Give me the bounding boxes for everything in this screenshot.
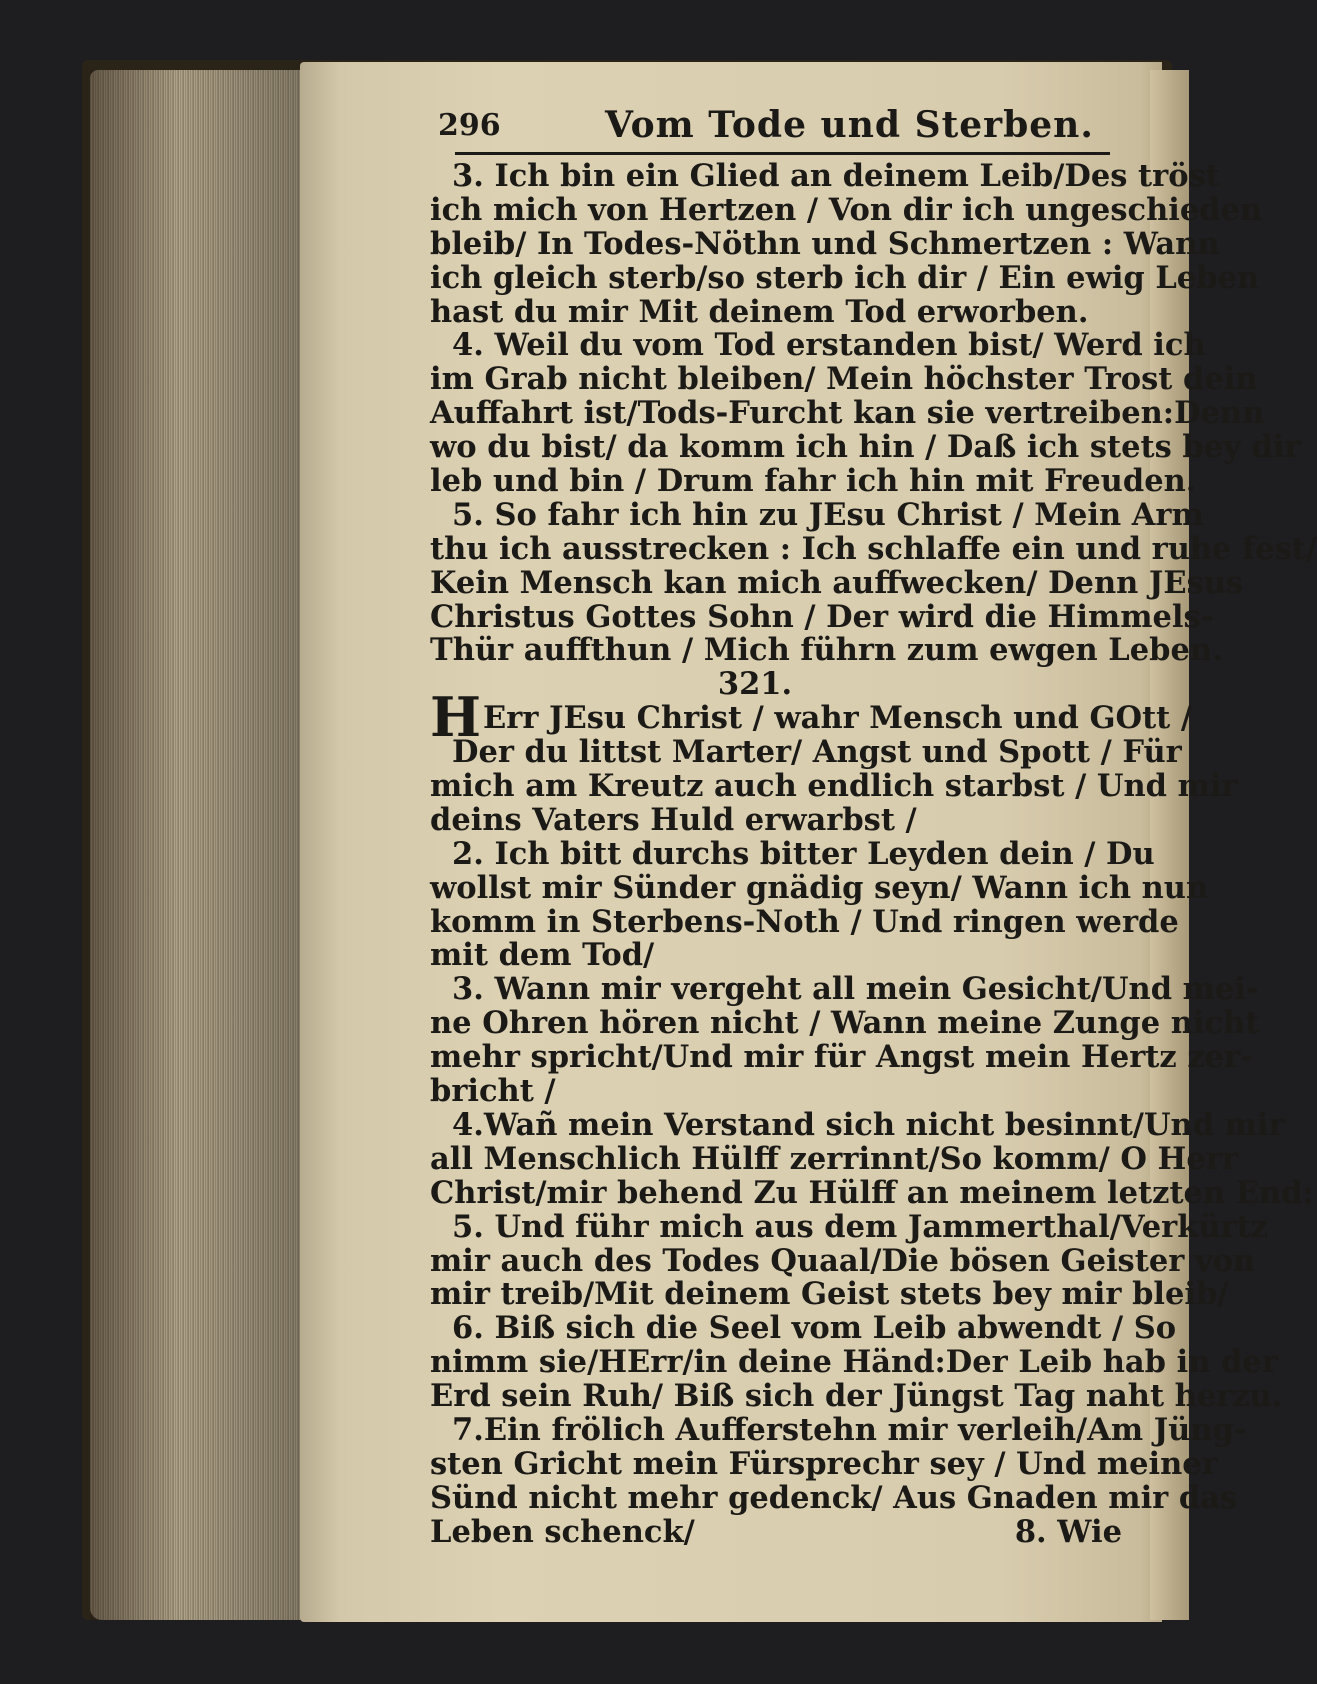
text-line (430, 1005, 1260, 1042)
text-line (430, 971, 1259, 1008)
line-text: Thür auffthun / Mich führn zum ewgen Leben. (430, 632, 1223, 669)
line-text: hast du mir Mit deinem Tod erworben. (430, 293, 1089, 330)
line-text: 4.Wañ mein Verstand sich nicht besinnt/Und mir (452, 1106, 1285, 1143)
hymn-320-verses (430, 158, 1317, 669)
line-text: all Menschlich Hülff zerrinnt/So komm/ O Herr (430, 1140, 1238, 1177)
final-line (430, 1513, 1140, 1550)
hymn-number: 321. (717, 666, 793, 703)
header-rule (455, 152, 1110, 155)
line-text: deins Vaters Huld erwarbst / (430, 801, 917, 838)
line-text: ich gleich sterb/so sterb ich dir / Ein ewig Leben (430, 259, 1260, 296)
line-text: Der du littst Marter/ Angst und Spott / Für (452, 734, 1182, 771)
line-text: Christ/mir behend Zu Hülff an meinem letzten End: (430, 1174, 1314, 1211)
last-line-text: Leben schenck/ (430, 1513, 695, 1550)
text-line (430, 1106, 1285, 1143)
text-line (430, 496, 1204, 533)
line-text: thu ich ausstrecken : Ich schlaffe ein und ruhe fest/ (430, 530, 1317, 567)
line-text: ne Ohren hören nicht / Wann meine Zunge nicht (430, 1005, 1260, 1042)
page-edges (90, 70, 310, 1620)
text-line (430, 1075, 1140, 1109)
text-line (430, 191, 1263, 228)
line-text: 6. Biß sich die Seel vom Leib abwendt / So (452, 1310, 1177, 1347)
text-line (430, 1344, 1278, 1381)
line-text: mit dem Tod/ (430, 937, 655, 974)
text-line (430, 1242, 1256, 1279)
line-text: bleib/ In Todes-Nöthn und Schmertzen : Wann (430, 225, 1220, 262)
line-text: leb und bin / Drum fahr ich hin mit Freuden. (430, 463, 1197, 500)
line-text: mir treib/Mit deinem Geist stets bey mir bleib/ (430, 1276, 1229, 1313)
body-text (430, 158, 1317, 1550)
line-text: ich mich von Hertzen / Von dir ich ungeschieden (430, 191, 1263, 228)
line-text: 5. So fahr ich hin zu JEsu Christ / Mein Arm (452, 496, 1204, 533)
line-text: wo du bist/ da komm ich hin / Daß ich stets bey dir (430, 429, 1301, 466)
line-text: Kein Mensch kan mich auffwecken/ Denn JEsus (430, 564, 1244, 601)
line-text: wollst mir Sünder gnädig seyn/ Wann ich nun (430, 869, 1209, 906)
text-line (430, 903, 1179, 940)
text-line (430, 158, 1220, 194)
line-text: komm in Sterbens-Noth / Und ringen werde (430, 903, 1179, 940)
text-line (430, 463, 1197, 500)
line-text: Err JEsu Christ / wahr Mensch und GOtt / (483, 700, 1193, 737)
text-line (430, 598, 1214, 635)
text-line (430, 939, 1140, 973)
text-line (430, 1208, 1268, 1245)
line-text: mehr spricht/Und mir für Angst mein Hertz zer- (430, 1039, 1253, 1076)
drop-cap: H (430, 685, 482, 750)
hymn-321-verses (430, 685, 1314, 1516)
text-line (430, 835, 1155, 872)
line-text: Erd sein Ruh/ Biß sich der Jüngst Tag naht herzu. (430, 1378, 1283, 1415)
text-line (430, 1310, 1177, 1347)
line-text: 3. Wann mir vergeht all mein Gesicht/Und mei- (452, 971, 1259, 1008)
text-line (430, 293, 1140, 330)
line-text: 4. Weil du vom Tod erstanden bist/ Werd ich (452, 327, 1206, 364)
line-text: 3. Ich bin ein Glied an deinem Leib/Des tröst (452, 158, 1220, 194)
running-title: Vom Tode und Sterben. (605, 104, 1094, 146)
text-line (430, 1411, 1247, 1448)
text-line (430, 801, 1140, 838)
page-content (430, 100, 1317, 1550)
line-text: 5. Und führ mich aus dem Jammerthal/Verkürtz (452, 1208, 1268, 1245)
text-line (430, 259, 1260, 296)
text-line (430, 1479, 1238, 1516)
line-text: Christus Gottes Sohn / Der wird die Himmels- (430, 598, 1214, 635)
text-line (430, 564, 1244, 601)
text-line (430, 1140, 1238, 1177)
text-line (430, 768, 1238, 805)
text-line (430, 734, 1182, 771)
line-text: Auffahrt ist/Tods-Furcht kan sie vertreiben:Denn (430, 395, 1265, 432)
line-text: im Grab nicht bleiben/ Mein höchster Trost dein (430, 361, 1258, 398)
page-header (430, 100, 1140, 150)
text-line (430, 225, 1220, 262)
text-line (430, 429, 1301, 466)
text-line (430, 395, 1265, 432)
line-text: 7.Ein frölich Aufferstehn mir verleih/Am Jüng- (452, 1411, 1247, 1448)
text-line (430, 327, 1206, 364)
text-line (430, 869, 1209, 906)
line-text: mir auch des Todes Quaal/Die bösen Geister von (430, 1242, 1256, 1279)
text-line (430, 1039, 1253, 1076)
line-text: nimm sie/HErr/in deine Händ:Der Leib hab in der (430, 1344, 1278, 1381)
catchword: 8. Wie (1014, 1513, 1122, 1550)
text-line (430, 685, 1193, 750)
line-text: 2. Ich bitt durchs bitter Leyden dein / Du (452, 835, 1155, 872)
text-line (430, 530, 1317, 567)
line-text: sten Gricht mein Fürsprechr sey / Und meiner (430, 1445, 1218, 1482)
text-line (430, 1378, 1283, 1415)
text-line (430, 1445, 1218, 1482)
line-text: mich am Kreutz auch endlich starbst / Und mir (430, 768, 1238, 805)
text-line (430, 632, 1223, 669)
line-text: bricht / (430, 1073, 556, 1110)
page-number: 296 (438, 108, 501, 143)
text-line (430, 1174, 1314, 1211)
text-line (430, 1276, 1229, 1313)
line-text: Sünd nicht mehr gedenck/ Aus Gnaden mir das (430, 1479, 1238, 1516)
text-line (430, 361, 1258, 398)
